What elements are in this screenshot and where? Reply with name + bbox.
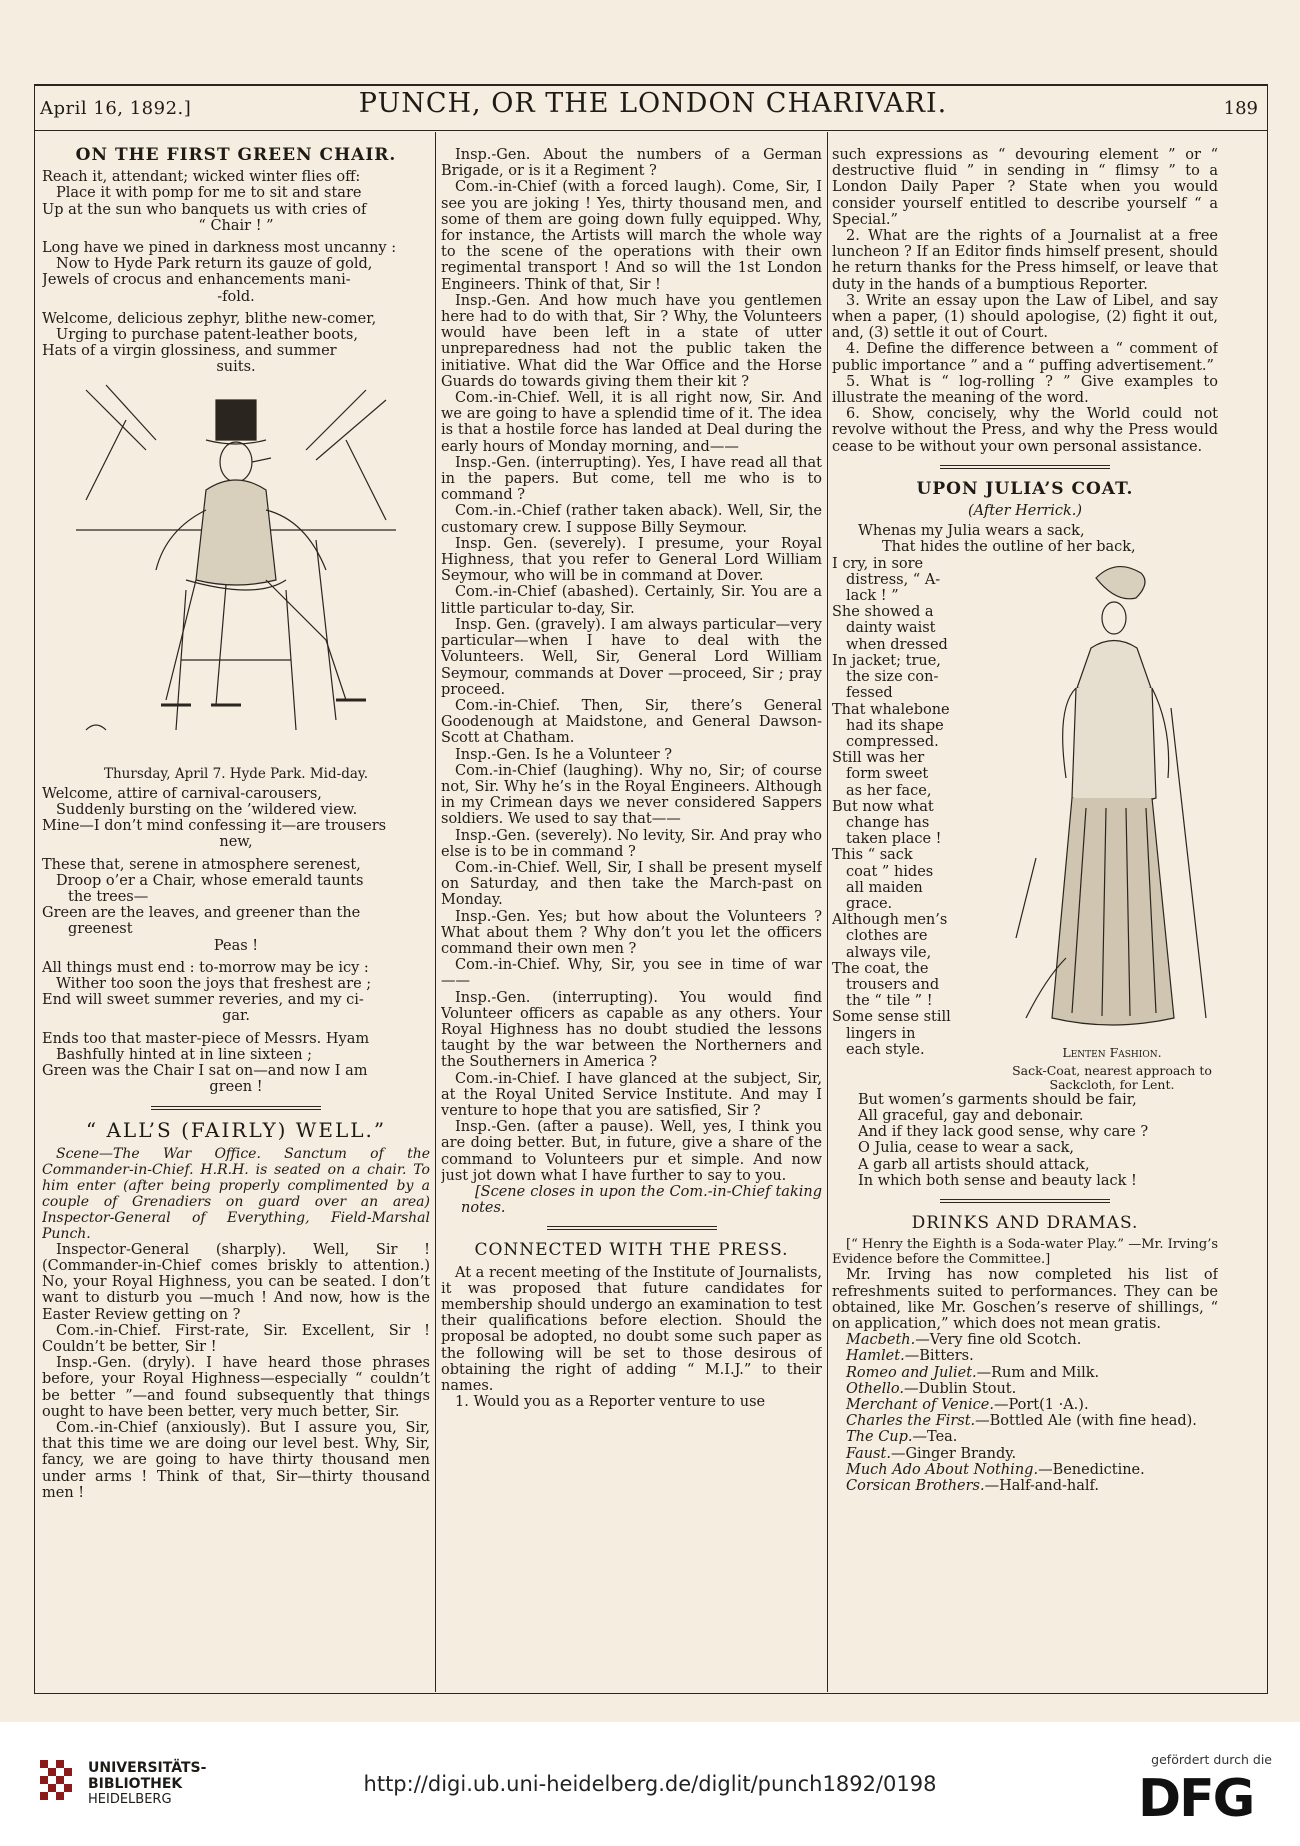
julia-title: UPON JULIA’S COAT. <box>916 478 1134 499</box>
column-2 <box>441 147 822 1692</box>
dialogue-paragraph: Com.-in-Chief. Well, it is all right now, Sir. And we are going to have a splendid time of it. The idea is that a hostile force has landed at Deal during the early hours of Monday morning, and—— <box>441 390 822 455</box>
left-frame-rule <box>34 84 35 1694</box>
verse-line: -fold. <box>217 288 255 305</box>
dialogue-paragraph: Insp.-Gen. About the numbers of a German Brigade, or is it a Regiment ? <box>441 147 822 180</box>
verse-line: Ends too that master-piece of Messrs. Hyam <box>42 1030 370 1047</box>
verse-line: fessed <box>846 685 893 702</box>
chair-illustration-caption: Thursday, April 7. Hyde Park. Mid-day. <box>103 765 369 782</box>
verse-line: But now what <box>832 798 934 815</box>
list-item: Much Ado About Nothing.—Benedictine. <box>846 1461 1145 1478</box>
lenten-fashion-caption-title: Lenten Fashion. <box>1062 1044 1162 1060</box>
julia-subtitle: (After Herrick.) <box>967 503 1083 520</box>
verse-line: Bashfully hinted at in line sixteen ; <box>56 1046 313 1063</box>
verse-line: always vile, <box>846 944 932 961</box>
lenten-fashion-figure <box>1006 558 1218 1092</box>
logo-line-3: HEIDELBERG <box>88 1792 172 1807</box>
dialogue-paragraph: Insp.-Gen. (after a pause). Well, yes, I think you are doing better. But, in future, give a share of the command to Volunteers pur et simple. And now just jot down what I have further to say to you. <box>441 1119 822 1184</box>
verse-line: And if they lack good sense, why care ? <box>858 1124 1149 1141</box>
permalink-url[interactable]: http://digi.ub.uni-heidelberg.de/diglit/punch1892/0198 <box>363 1772 937 1796</box>
verse-line: trousers and <box>846 976 940 993</box>
chair-title: ON THE FIRST GREEN CHAIR. <box>75 147 397 165</box>
verse-line: suits. <box>216 359 256 376</box>
verse-line: Droop o’er a Chair, whose emerald taunts <box>56 872 364 889</box>
header-bottom-rule <box>34 130 1268 131</box>
verse-line: when dressed <box>846 636 948 653</box>
verse-line: had its shape <box>846 717 944 734</box>
verse-line: Reach it, attendant; wicked winter flies off: <box>42 169 361 186</box>
dialogue-paragraph: Com.-in.-Chief (rather taken aback). Well, Sir, the customary crew. I suppose Billy Seymour. <box>441 503 822 536</box>
logo-line-2: BIBLIOTHEK <box>88 1776 183 1792</box>
verse-line: Although men’s <box>832 912 948 929</box>
lenten-fashion-caption-text: Sack-Coat, nearest approach to Sackcloth, for Lent. <box>1012 1062 1212 1092</box>
dialogue-paragraph: Com.-in-Chief (abashed). Certainly, Sir. You are a little particular to-day, Sir. <box>441 584 822 617</box>
scene-description: Scene—The War Office. Sanctum of the Commander-in-Chief. H.R.H. is seated on a chair. To him enter (after being properly complimented by a couple of Grenadiers on guard over an area) Inspector-General of Everything, Field-Marshal Punch. <box>42 1145 430 1242</box>
verse-line: Wither too soon the joys that freshest are ; <box>56 976 372 993</box>
verse-line: Green was the Chair I sat on—and now I am <box>42 1063 368 1080</box>
column-rule-1 <box>435 132 436 1692</box>
list-item: Faust.—Ginger Brandy. <box>846 1445 1017 1462</box>
chair-stanza-1 <box>42 169 430 234</box>
top-frame-rule <box>34 84 1268 86</box>
dialogue-paragraph: Com.-in-Chief (with a forced laugh). Come, Sir, I see you are joking ! Yes, thirty thousand men, and some of them are going down fully equipped. Why, for instance, the Artists will march the whole way to the scene of the operations with their own regimental transport ! And so will the 1st London Engineers. Think of that, Sir ! <box>441 179 822 293</box>
verse-line: taken place ! <box>846 831 942 848</box>
verse-line: Urging to purchase patent-leather boots, <box>56 327 358 344</box>
drinks-intro: Mr. Irving has now completed his list of refreshments suited to performances. They can be obtained, like Mr. Goschen’s reserve of shillings, “ on application,” which does not mean gratis. <box>832 1267 1218 1332</box>
verse-line: dainty waist <box>846 620 936 637</box>
verse-line: Hats of a virgin glossiness, and summer <box>42 343 337 360</box>
verse-line: This “ sack <box>832 847 913 864</box>
dfg-logo[interactable] <box>1138 1772 1268 1822</box>
page-header <box>40 88 1266 128</box>
verse-line: Mine—I don’t mind confessing it—are trousers <box>42 818 387 835</box>
verse-line: A garb all artists should attack, <box>858 1156 1090 1173</box>
page-number: 189 <box>1223 98 1258 119</box>
dialogue-paragraph: Insp.-Gen. (dryly). I have heard those phrases before, your Royal Highness—especially “ couldn’t be better ”—and found subsequently that things ought to have been better, very much better, Sir. <box>42 1355 430 1420</box>
dialogue-paragraph: Insp. Gen. (gravely). I am always particular—very particular—when I have to deal with the Volunteers. Well, Sir, General Lord William Seymour, commands at Dover —proceed, Sir ; pray proceed. <box>441 616 822 698</box>
list-item: Hamlet.—Bitters. <box>846 1348 974 1365</box>
fairly-well-title: “ ALL’S (FAIRLY) WELL.” <box>85 1117 387 1142</box>
chair-stanza-2 <box>42 240 430 305</box>
verse-line: Place it with pomp for me to sit and stare <box>56 185 362 202</box>
masthead-title: PUNCH, OR THE LONDON CHARIVARI. <box>358 88 948 119</box>
chair-stanza-7 <box>42 1031 430 1096</box>
press-intro: At a recent meeting of the Institute of Journalists, it was proposed that future candidates for membership should undergo an examination to test their qualifications before election. Should the proposal be adopted, no doubt some such paper as the following will be set to those desirous of obtaining the right of adding “ M.I.J.” to their names. <box>441 1264 822 1395</box>
verse-line: lingers in <box>846 1025 916 1042</box>
verse-line: the “ tile ” ! <box>846 993 933 1010</box>
verse-line: Welcome, attire of carnival-carousers, <box>42 785 322 802</box>
funded-by-label: gefördert durch die <box>1151 1752 1272 1767</box>
verse-line: form sweet <box>846 766 929 783</box>
dialogue-paragraph: Insp.-Gen. (interrupting). You would find Volunteer officers as capable as any others. Your Royal Highness has no doubt studied the lessons taught by the war between the Northerners and the Southerners in America ? <box>441 989 822 1071</box>
dialogue-paragraph: Insp.-Gen. Yes; but how about the Volunteers ? What about them ? Why don’t you let the officers command their own men ? <box>441 908 822 957</box>
column-3 <box>832 147 1218 1692</box>
verse-line: All graceful, gay and debonair. <box>858 1108 1084 1125</box>
section-separator <box>151 1106 321 1110</box>
dialogue-paragraph: Com.-in-Chief. I have glanced at the subject, Sir, at the Royal United Service Institute. And may I venture to hope that you are satisfied, Sir ? <box>441 1070 822 1119</box>
verse-line: In jacket; true, <box>832 652 941 669</box>
verse-line: gar. <box>222 1008 250 1025</box>
column-rule-2 <box>827 132 828 1692</box>
verse-line: coat ” hides <box>846 863 934 880</box>
verse-line: All things must end : to-morrow may be icy : <box>42 959 369 976</box>
column-1 <box>42 147 430 1692</box>
dialogue-paragraph: Insp.-Gen. (severely). No levity, Sir. And pray who else is to be in command ? <box>441 827 822 860</box>
verse-line: all maiden <box>846 879 923 896</box>
press-title: CONNECTED WITH THE PRESS. <box>474 1240 789 1261</box>
dfg-logo-text: DFG <box>1138 1772 1254 1822</box>
list-item: The Cup.—Tea. <box>846 1429 958 1446</box>
chair-stanza-5 <box>42 857 430 954</box>
drinks-list <box>832 1332 1218 1494</box>
verse-line: That hides the outline of her back, <box>882 539 1136 556</box>
verse-line: That whalebone <box>832 701 950 718</box>
verse-line: The coat, the <box>832 960 929 977</box>
verse-line: In which both sense and beauty lack ! <box>858 1172 1137 1189</box>
section-separator <box>940 465 1110 469</box>
drinks-quote: [“ Henry the Eighth is a Soda-water Play.” —Mr. Irving’s Evidence before the Committee.] <box>832 1237 1218 1268</box>
list-item: Macbeth.—Very fine old Scotch. <box>846 1332 1082 1349</box>
dialogue-paragraph: Insp. Gen. (severely). I presume, your Royal Highness, that you refer to General Lord William Seymour, who will be in command at Dover. <box>441 535 822 585</box>
verse-line: Jewels of crocus and enhancements mani- <box>42 272 351 289</box>
verse-line: End will sweet summer reveries, and my ci- <box>42 992 364 1009</box>
scene-closing: [Scene closes in upon the Com.-in-Chief taking notes. <box>461 1184 822 1217</box>
verse-line: each style. <box>846 1041 925 1058</box>
section-separator <box>940 1199 1110 1203</box>
verse-line: But women’s garments should be fair, <box>858 1091 1137 1108</box>
hyde-park-man-on-chair-illustration <box>66 380 406 760</box>
dialogue-paragraph: Com.-in-Chief. First-rate, Sir. Excellent, Sir ! Couldn’t be better, Sir ! <box>42 1322 430 1355</box>
dialogue-paragraph: Insp.-Gen. (interrupting). Yes, I have read all that in the papers. But come, tell me who is to command ? <box>441 454 822 504</box>
verse-line: She showed a <box>832 604 934 621</box>
verse-line: Suddenly bursting on the ’wildered view. <box>56 802 358 819</box>
verse-line: Peas ! <box>213 937 259 954</box>
press-question-6: 6. Show, concisely, why the World could not revolve without the Press, and why the Press would cease to be without your own personal assistance. <box>832 406 1218 455</box>
verse-line: clothes are <box>846 928 928 945</box>
dialogue-paragraph: Insp.-Gen. Is he a Volunteer ? <box>455 746 673 763</box>
list-item: Merchant of Venice.—Port(1 ·A.). <box>846 1396 1089 1413</box>
verse-line: Whenas my Julia wears a sack, <box>858 523 1085 540</box>
press-question-5: 5. What is “ log-rolling ? ” Give examples to illustrate the meaning of the word. <box>832 373 1218 407</box>
list-item: Romeo and Juliet.—Rum and Milk. <box>846 1364 1100 1381</box>
dialogue-paragraph: Insp.-Gen. And how much have you gentlemen here had to do with that, Sir ? Why, the Volunteers would have been left in a state of utter unpreparedness had not the public taken the initiative. What did the War Office and the Horse Guards do towards giving them their kit ? <box>441 292 822 390</box>
verse-line: O Julia, cease to wear a sack, <box>858 1140 1074 1157</box>
press-question-2: 2. What are the rights of a Journalist at a free luncheon ? If an Editor finds himself present, should he return thanks for the Press himself, or leave that duty in the hands of a bumptious Reporter. <box>832 228 1218 293</box>
verse-line: change has <box>846 814 930 831</box>
verse-line: distress, “ A- <box>846 571 941 588</box>
verse-line: Now to Hyde Park return its gauze of gold, <box>56 256 373 273</box>
logo-line-1: UNIVERSITÄTS- <box>88 1760 207 1776</box>
dialogue-paragraph: Com.-in-Chief. Why, Sir, you see in time of war—— <box>441 957 822 990</box>
verse-line: Welcome, delicious zephyr, blithe new-comer, <box>42 310 377 327</box>
verse-line: green ! <box>209 1079 263 1096</box>
verse-line: grace. <box>846 895 893 912</box>
press-question-1-start: 1. Would you as a Reporter venture to use <box>455 1394 766 1411</box>
verse-line: new, <box>219 834 253 851</box>
dialogue-paragraph: Com.-in-Chief (laughing). Why no, Sir; of course not, Sir. Why he’s in the Royal Engineers. Although in my Crimean days we never considered Sappers soldiers. We used to say that—— <box>441 762 822 828</box>
drinks-title: DRINKS AND DRAMAS. <box>911 1213 1139 1234</box>
digitization-footer <box>0 1722 1300 1846</box>
issue-date: April 16, 1892.] <box>40 98 192 119</box>
verse-line: Some sense still <box>832 1009 951 1026</box>
verse-line: These that, serene in atmosphere serenest, <box>42 856 361 873</box>
verse-line: as her face, <box>846 782 932 799</box>
list-item: Corsican Brothers.—Half-and-half. <box>846 1477 1100 1494</box>
verse-line: the size con- <box>846 669 939 686</box>
lady-in-sack-coat-illustration <box>1006 558 1218 1038</box>
press-question-4: 4. Define the difference between a “ comment of public importance ” and a “ puffing advertisement.” <box>832 341 1218 374</box>
chair-stanza-6 <box>42 960 430 1025</box>
press-question-1-continued: such expressions as “ devouring element ” or “ destructive fluid ” in sending in “ flimsy ” to a London Daily Paper ? State when you would consider yourself entitled to describe yourself “ a Special.” <box>832 147 1218 228</box>
dialogue-paragraph: Com.-in-Chief (anxiously). But I assure you, Sir, that this time we are doing our level best. Why, Sir, fancy, we are going to have thirty thousand men under arms ! Think of that, Sir—thirty thousand men ! <box>42 1419 430 1501</box>
list-item: Othello.—Dublin Stout. <box>846 1380 1017 1397</box>
verse-line: Long have we pined in darkness most uncanny : <box>42 240 397 257</box>
dialogue-paragraph: Com.-in-Chief. Well, Sir, I shall be present myself on Saturday, and then take the March-past on Monday. <box>441 859 822 909</box>
dialogue-paragraph: Inspector-General (sharply). Well, Sir ! (Commander-in-Chief comes briskly to attention.) No, your Royal Highness, you can be seated. I don’t want to disturb you —much ! And now, how is the Easter Review getting on ? <box>42 1241 430 1323</box>
verse-line: compressed. <box>846 733 939 750</box>
verse-line: greenest <box>68 921 133 938</box>
verse-line: “ Chair ! ” <box>198 217 274 234</box>
list-item: Charles the First.—Bottled Ale (with fine head). <box>846 1413 1197 1430</box>
verse-line: Up at the sun who banquets us with cries of <box>42 201 367 218</box>
verse-line: Still was her <box>832 750 925 767</box>
verse-line: the trees— <box>68 889 149 906</box>
julia-narrow-verse <box>832 556 1004 1058</box>
chair-stanza-4 <box>42 786 430 851</box>
chair-stanza-3 <box>42 311 430 376</box>
dialogue-paragraph: Com.-in-Chief. Then, Sir, there’s General Goodenough at Maidstone, and General Dawson-Scott at Chatham. <box>441 697 822 747</box>
press-question-3: 3. Write an essay upon the Law of Libel, and say when a paper, (1) should apologise, (2) fight it out, and, (3) settle it out of Court. <box>832 292 1218 342</box>
bottom-frame-rule <box>34 1693 1268 1694</box>
verse-line: Green are the leaves, and greener than the <box>42 905 361 922</box>
verse-line: I cry, in sore <box>832 555 924 572</box>
verse-line: lack ! ” <box>846 588 899 605</box>
right-frame-rule <box>1267 84 1268 1694</box>
section-separator <box>547 1226 717 1230</box>
